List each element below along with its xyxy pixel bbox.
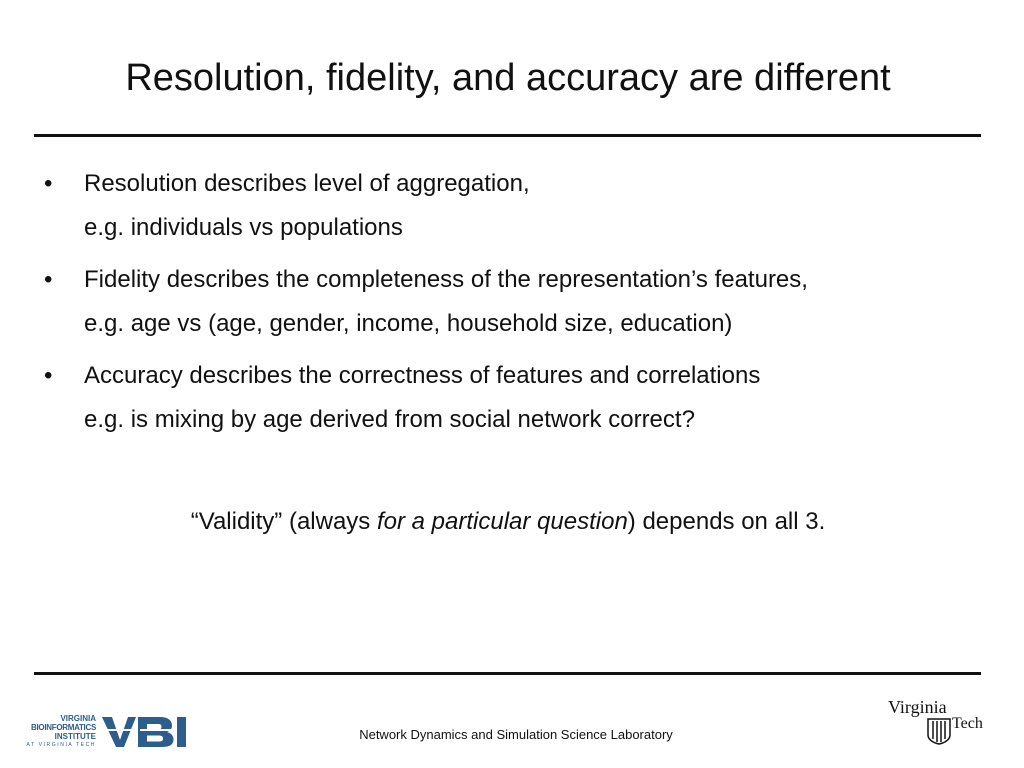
- bullet-item-fidelity: [42, 258, 982, 346]
- vbi-logo-line: BIOINFORMATICS: [31, 723, 96, 732]
- vbi-logo-line: VIRGINIA: [60, 714, 96, 723]
- validity-text-after: ) depends on all 3.: [627, 508, 826, 535]
- bullet-marker: •: [44, 170, 53, 197]
- virginia-tech-logo: [884, 697, 990, 747]
- bullet-text: Accuracy describes the correctness of features and correlations: [84, 362, 761, 389]
- validity-emphasis: for a particular question: [376, 508, 628, 535]
- footer-lab-name: Network Dynamics and Simulation Science Laboratory: [359, 727, 673, 742]
- bullet-text: Fidelity describes the completeness of the representation’s features,: [84, 266, 808, 293]
- bullet-marker: •: [44, 362, 53, 389]
- vt-logo-word: Virginia: [888, 697, 947, 717]
- vbi-logo-line: AT VIRGINIA TECH: [26, 742, 96, 748]
- bullet-example: e.g. is mixing by age derived from social network correct?: [84, 406, 695, 433]
- vbi-logo-line: INSTITUTE: [54, 732, 96, 741]
- bullet-marker: •: [44, 266, 53, 293]
- bottom-divider: [34, 672, 981, 675]
- slide-title: Resolution, fidelity, and accuracy are different: [125, 57, 891, 99]
- bullet-list: [42, 162, 982, 450]
- validity-text-before: “Validity” (always: [190, 508, 377, 535]
- bullet-text: Resolution describes level of aggregation,: [84, 170, 530, 197]
- hokie-stone-icon: [926, 717, 952, 745]
- top-divider: [34, 134, 981, 137]
- validity-statement: [0, 500, 1016, 544]
- vt-logo-word: Tech: [952, 715, 983, 732]
- bullet-item-resolution: [42, 162, 982, 250]
- bullet-example: e.g. age vs (age, gender, income, household size, education): [84, 310, 733, 337]
- bullet-example: e.g. individuals vs populations: [84, 214, 403, 241]
- bullet-item-accuracy: [42, 354, 982, 442]
